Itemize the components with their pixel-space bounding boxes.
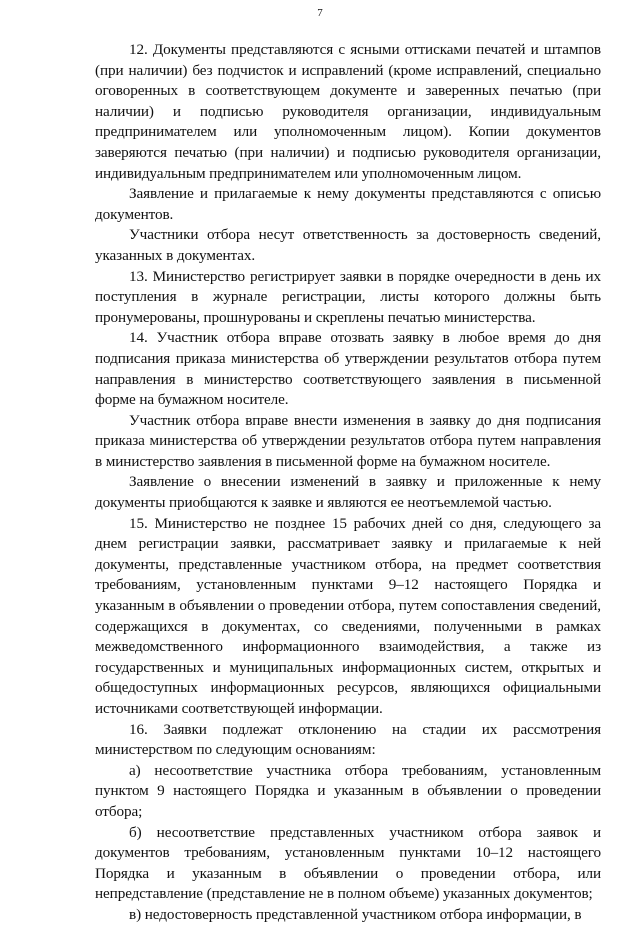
paragraph-item-15: 15. Министерство не позднее 15 рабочих дней со дня, следующего за днем регистрации заявки, рассматривает заявку и прилагаемые к ней документы, представленные участником отбора, на предмет соответствия требованиям, установленным пунктами 9–12 настоящего Порядка и указанным в объявлении о проведении отбора, путем сопоставления сведений, содержащихся в документах, со сведениями, полученными в рамках межведомственного информационного взаимодействия, а также из государственных и муниципальных информационных систем, открытых и общедоступных информационных ресурсов, являющихся официальными источниками соответствующей информации. — [95, 514, 601, 717]
paragraph-item-16-b: б) несоответствие представленных участником отбора заявок и документов требованиям, установленным пунктами 10–12 настоящего Порядка и указанным в объявлении о проведении отбора, или непредставление (представление не в полном объеме) указанных документов; — [95, 823, 601, 903]
paragraph-amendment-statement: Заявление о внесении изменений в заявку и приложенные к нему документы приобщаются к заявке и являются ее неотъемлемой частью. — [95, 473, 601, 512]
paragraph-amendments: Участник отбора вправе внести изменения в заявку до дня подписания приказа министерства об утверждении результатов отбора путем направления в министерство заявления в письменной форме на бумажном носителе. — [95, 411, 601, 470]
paragraph-inventory: Заявление и прилагаемые к нему документы представляются с описью документов. — [95, 185, 601, 223]
paragraph-item-16: 16. Заявки подлежат отклонению на стадии их рассмотрения министерством по следующим основаниям: — [95, 720, 601, 759]
paragraph-item-14: 14. Участник отбора вправе отозвать заявку в любое время до дня подписания приказа министерства об утверждении результатов отбора путем направления в министерство соответствующего заявления в письменной форме на бумажном носителе. — [95, 329, 601, 409]
document-body — [95, 40, 601, 926]
paragraph-item-16-c: в) недостоверность представленной участником отбора информации, в — [129, 905, 582, 923]
paragraph-item-13: 13. Министерство регистрирует заявки в порядке очередности в день их поступления в журнале регистрации, листы которого должны быть пронумерованы, прошнурованы и скреплены печатью министерства. — [95, 267, 601, 326]
paragraph-item-12: 12. Документы представляются с ясными оттисками печатей и штампов (при наличии) без подчисток и исправлений (кроме исправлений, специально оговоренных в соответствующем документе и заверенных печатью (при наличии) и подписью руководителя организации, индивидуальным предпринимателем или уполномоченным лицом). Копии документов заверяются печатью (при наличии) и подписью руководителя организации, индивидуальным предпринимателем или уполномоченным лицом. — [95, 41, 601, 182]
paragraph-item-16-a: а) несоответствие участника отбора требованиям, установленным пунктом 9 настоящего Порядка и указанным в объявлении о проведении отбора; — [95, 761, 601, 820]
page-number: 7 — [317, 7, 323, 19]
paragraph-responsibility: Участники отбора несут ответственность за достоверность сведений, указанных в документах. — [95, 226, 601, 264]
